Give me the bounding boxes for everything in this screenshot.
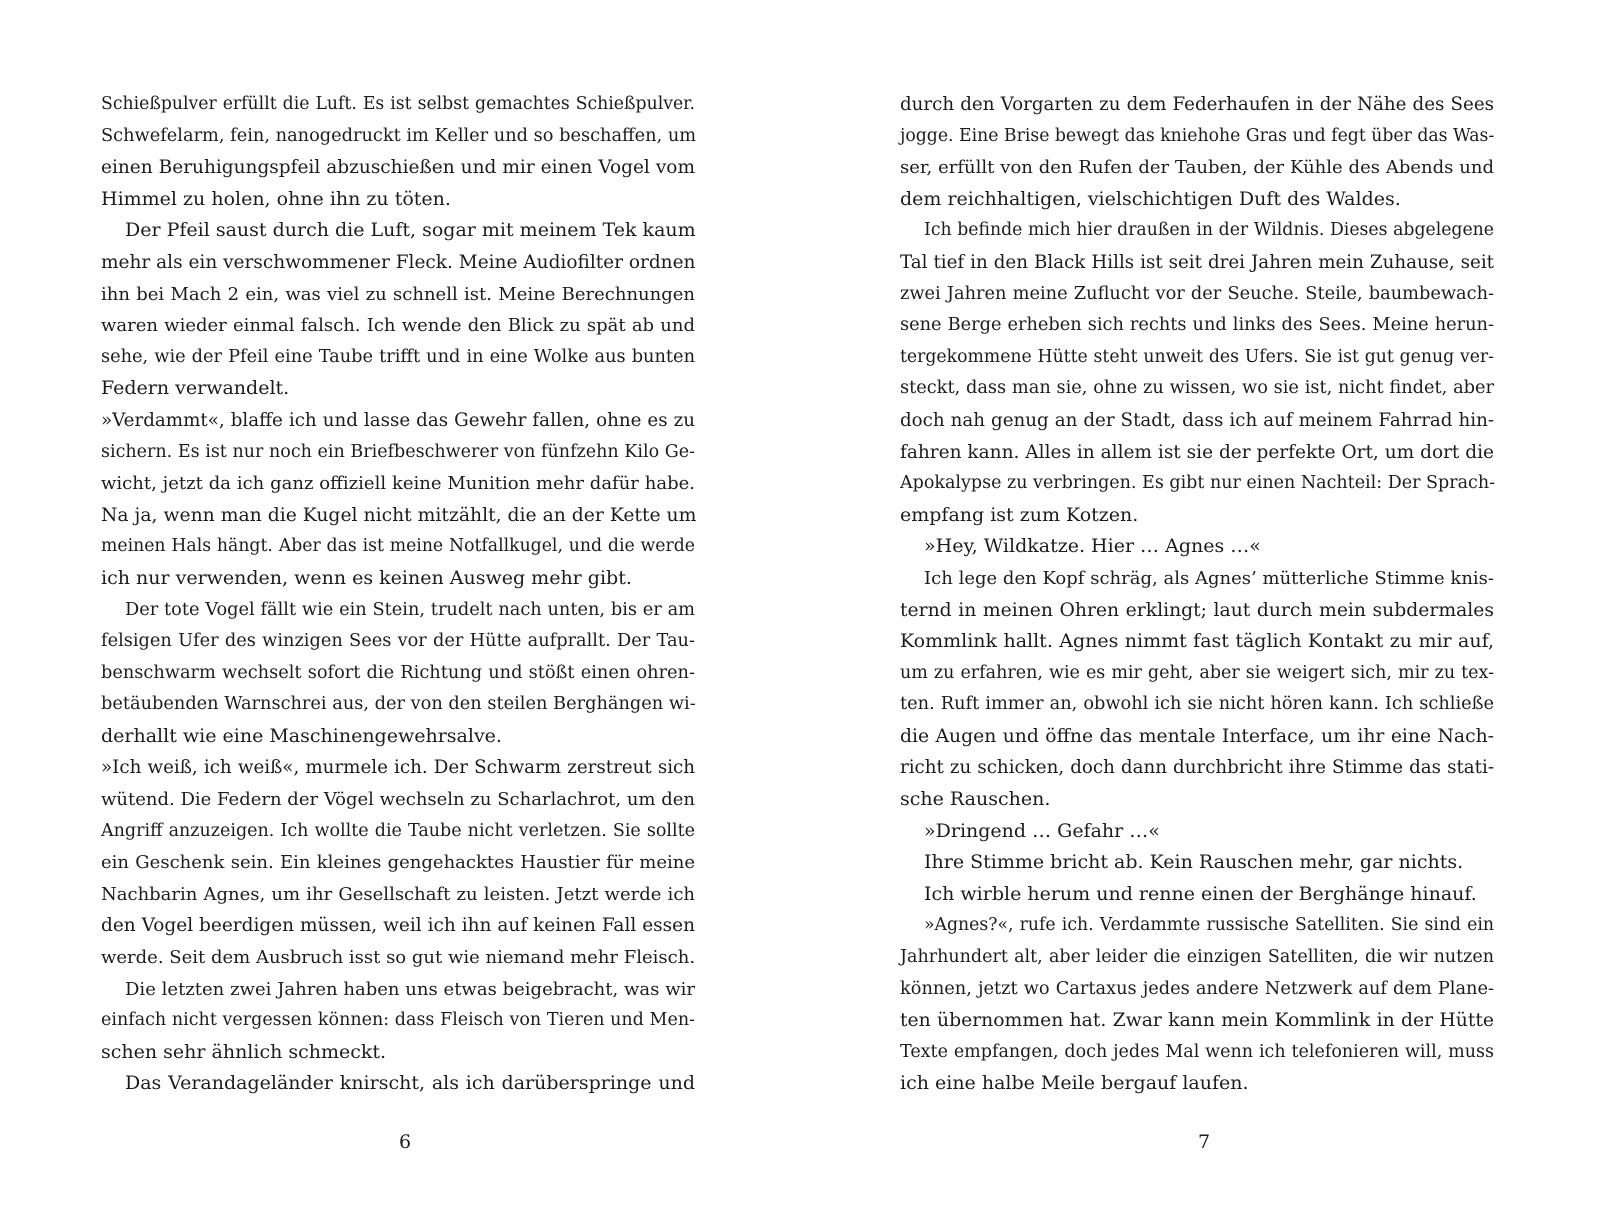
text-line: empfang ist zum Kotzen. <box>900 503 1139 526</box>
text-line: werde. Seit dem Ausbruch isst so gut wie niemand mehr Fleisch. <box>101 947 696 969</box>
text-line: sche Rauschen. <box>900 788 1051 811</box>
text-line: schen sehr ähnlich schmeckt. <box>101 1040 387 1063</box>
text-line: »Agnes?«, rufe ich. Verdammte russische Satelliten. Sie sind ein <box>924 915 1494 936</box>
text-line: Apokalypse zu verbringen. Es gibt nur einen Nachteil: Der Sprach- <box>900 473 1495 494</box>
text-line: Der tote Vogel fällt wie ein Stein, trudelt nach unten, bis er am <box>125 599 695 620</box>
text-line: Angriff anzuzeigen. Ich wollte die Taube nicht verletzen. Sie sollte <box>101 820 695 841</box>
text-line: steckt, dass man sie, ohne zu wissen, wo sie ist, nicht findet, aber <box>900 378 1494 399</box>
right-page-text <box>900 89 1494 1100</box>
text-line: sichern. Es ist nur noch ein Briefbeschwerer von fünfzehn Kilo Ge- <box>101 441 695 462</box>
text-line: wicht, jetzt da ich ganz offiziell keine Munition mehr dafür habe. <box>101 473 695 495</box>
text-line: benschwarm wechselt sofort die Richtung und stößt einen ohren- <box>101 662 695 683</box>
text-line: ihn bei Mach 2 ein, was viel zu schnell ist. Meine Berechnungen <box>101 283 695 305</box>
text-line: Jahrhundert alt, aber leider die einzigen Satelliten, die wir nutzen <box>900 947 1494 968</box>
text-line: felsigen Ufer des winzigen Sees vor der Hütte aufprallt. Der Tau- <box>101 631 695 652</box>
text-line: derhallt wie eine Maschinengewehrsalve. <box>101 724 502 747</box>
text-line: Federn verwandelt. <box>101 377 290 400</box>
text-line: Der Pfeil saust durch die Luft, sogar mit meinem Tek kaum <box>125 219 696 242</box>
text-line: einfach nicht vergessen können: dass Fleisch von Tieren und Men- <box>101 1010 695 1031</box>
text-line: mehr als ein verschwommener Fleck. Meine Audiofilter ordnen <box>101 251 696 273</box>
text-line: Ihre Stimme bricht ab. Kein Rauschen mehr, gar nichts. <box>924 851 1464 874</box>
text-line: um zu erfahren, wie es mir geht, aber sie weigert sich, mir zu tex- <box>900 662 1494 683</box>
text-line: meinen Hals hängt. Aber das ist meine Notfallkugel, und die werde <box>101 536 695 557</box>
text-line: Na ja, wenn man die Kugel nicht mitzählt, die an der Kette um <box>101 504 697 526</box>
text-line: ten. Ruft immer an, obwohl ich sie nicht hören kann. Ich schließe <box>900 694 1494 715</box>
text-line: dem reichhaltigen, vielschichtigen Duft des Waldes. <box>900 187 1401 210</box>
text-line: können, jetzt wo Cartaxus jedes andere Netzwerk auf dem Plane- <box>900 978 1494 999</box>
text-line: »Verdammt«, blaffe ich und lasse das Gewehr fallen, ohne es zu <box>101 409 695 431</box>
text-line: Nachbarin Agnes, um ihr Gesellschaft zu leisten. Jetzt werde ich <box>101 883 695 905</box>
text-line: ser, erfüllt von den Rufen der Tauben, der Kühle des Abends und <box>900 157 1494 179</box>
text-line: Schwefelarm, fein, nanogedruckt im Keller und so beschaffen, um <box>101 125 697 146</box>
text-line: ich eine halbe Meile bergauf laufen. <box>900 1072 1249 1095</box>
text-line: ternd in meinen Ohren erklingt; laut durch mein subdermales <box>900 599 1494 621</box>
text-line: ein Geschenk sein. Ein kleines gengehacktes Haustier für meine <box>101 852 695 874</box>
text-line: »Ich weiß, ich weiß«, murmele ich. Der Schwarm zerstreut sich <box>101 757 695 779</box>
text-line: doch nah genug an der Stadt, dass ich auf meinem Fahrrad hin- <box>900 409 1494 431</box>
text-line: sene Berge erheben sich rechts und links des Sees. Meine herun- <box>900 315 1494 336</box>
text-line: waren wieder einmal falsch. Ich wende den Blick zu spät ab und <box>101 315 695 337</box>
text-line: den Vogel beerdigen müssen, weil ich ihn auf keinen Fall essen <box>101 915 695 937</box>
text-line: zwei Jahren meine Zuflucht vor der Seuche. Steile, baumbewach- <box>900 283 1494 304</box>
text-line: Tal tief in den Black Hills ist seit drei Jahren mein Zuhause, seit <box>900 251 1494 273</box>
left-page-text <box>101 89 695 1100</box>
text-line: ten übernommen hat. Zwar kann mein Kommlink in der Hütte <box>900 1010 1494 1032</box>
text-line: wütend. Die Federn der Vögel wechseln zu Scharlachrot, um den <box>101 789 695 811</box>
page-number: 6 <box>398 1131 412 1153</box>
text-line: Die letzten zwei Jahren haben uns etwas beigebracht, was wir <box>125 978 695 1000</box>
text-line: ich nur verwenden, wenn es keinen Ausweg mehr gibt. <box>101 566 632 589</box>
text-line: »Hey, Wildkatze. Hier … Agnes …« <box>924 535 1261 558</box>
page-number: 7 <box>1197 1131 1211 1153</box>
text-line: Schießpulver erfüllt die Luft. Es ist selbst gemachtes Schießpulver. <box>101 94 695 114</box>
text-line: durch den Vorgarten zu dem Federhaufen in der Nähe des Sees <box>900 94 1494 115</box>
text-line: Texte empfangen, doch jedes Mal wenn ich telefonieren will, muss <box>900 1041 1494 1062</box>
text-line: »Dringend … Gefahr …« <box>924 819 1160 842</box>
text-line: Ich lege den Kopf schräg, als Agnes’ mütterliche Stimme knis- <box>924 567 1494 589</box>
text-line: einen Beruhigungspfeil abzuschießen und mir einen Vogel vom <box>101 157 695 179</box>
text-line: Kommlink hallt. Agnes nimmt fast täglich Kontakt zu mir auf, <box>900 630 1494 653</box>
text-line: sehe, wie der Pfeil eine Taube trifft und in eine Wolke aus bunten <box>101 346 695 367</box>
text-line: betäubenden Warnschrei aus, der von den steilen Berghängen wi- <box>101 694 696 715</box>
text-line: Ich befinde mich hier draußen in der Wildnis. Dieses abgelegene <box>924 220 1494 241</box>
text-line: richt zu schicken, doch dann durchbricht ihre Stimme das stati- <box>900 757 1494 779</box>
text-line: fahren kann. Alles in allem ist sie der perfekte Ort, um dort die <box>900 441 1494 463</box>
text-line: jogge. Eine Brise bewegt das kniehohe Gras und fegt über das Was- <box>900 125 1495 146</box>
text-line: Das Verandageländer knirscht, als ich darüberspringe und <box>125 1072 695 1095</box>
text-line: Himmel zu holen, ohne ihn zu töten. <box>101 187 451 210</box>
text-line: Ich wirble herum und renne einen der Berghänge hinauf. <box>924 882 1477 905</box>
text-line: die Augen und öffne das mentale Interface, um ihr eine Nach- <box>900 725 1494 747</box>
text-line: tergekommene Hütte steht unweit des Ufers. Sie ist gut genug ver- <box>900 346 1494 367</box>
